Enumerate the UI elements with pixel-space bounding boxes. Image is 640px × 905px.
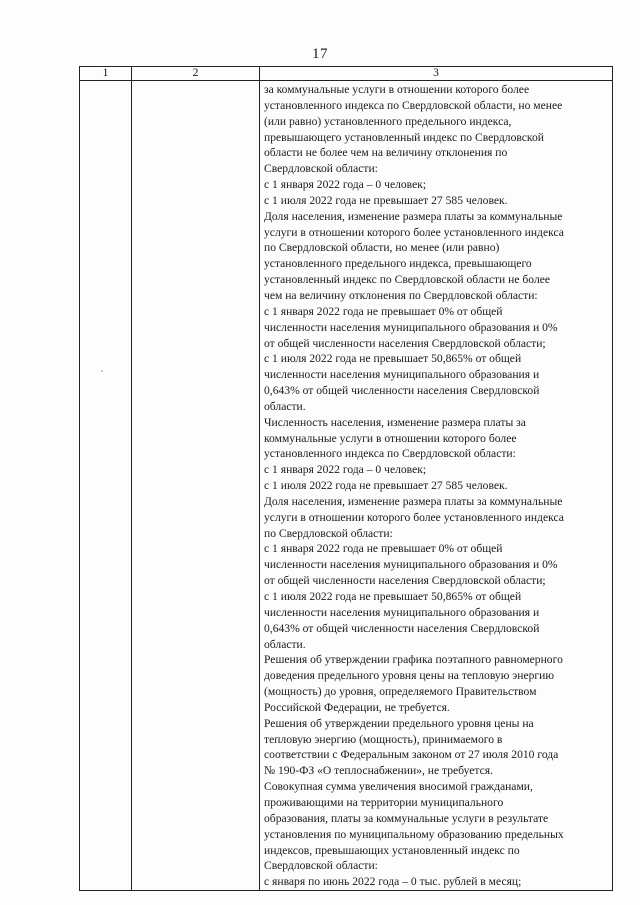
column-header-3: 3 <box>260 67 613 81</box>
column-3-cell <box>260 81 613 891</box>
text-line: 0,643% от общей численности населения Свердловской <box>264 621 540 635</box>
text-line: Свердловской области: <box>264 162 378 176</box>
text-line: с января по июнь 2022 года – 0 тыс. рублей в месяц; <box>264 875 522 889</box>
text-line: с 1 июля 2022 года не превышает 50,865% от общей <box>264 590 522 603</box>
column-2-cell <box>132 81 260 891</box>
text-line: Российской Федерации, не требуется. <box>264 700 450 714</box>
text-line: области не более чем на величину отклонения по <box>264 146 508 160</box>
text-line: с 1 января 2022 года не превышает 0% от общей <box>264 542 503 556</box>
text-line: Численность населения, изменение размера платы за <box>264 415 526 429</box>
text-line: индексов, превышающих установленный индекс по <box>264 843 520 857</box>
text-line: области. <box>264 637 306 651</box>
text-line: Решения об утверждении графика поэтапного равномерного <box>264 653 563 667</box>
text-line: от общей численности населения Свердловской области; <box>264 336 546 350</box>
column-header-1: 1 <box>80 67 132 81</box>
text-line: тепловую энергию (мощность), принимаемого в <box>264 732 503 746</box>
text-line: численности населения муниципального образования и 0% <box>264 558 558 572</box>
text-line: Свердловской области: <box>264 859 378 873</box>
text-line: Доля населения, изменение размера платы за коммунальные <box>264 209 563 223</box>
text-line: области. <box>264 399 306 413</box>
text-line: коммунальные услуги в отношении которого более <box>264 431 517 445</box>
text-line: установленного предельного индекса, превышающего <box>264 257 532 271</box>
text-line: численности населения муниципального образования и <box>264 368 540 382</box>
text-line: с 1 июля 2022 года не превышает 50,865% от общей <box>264 352 522 366</box>
text-line: услуги в отношении которого более установленного индекса <box>264 510 564 524</box>
text-line: с 1 января 2022 года – 0 человек; <box>264 178 427 192</box>
text-line: соответствии с Федеральным законом от 27 июля 2010 года <box>264 748 559 762</box>
scan-speck <box>101 370 103 372</box>
text-line: численности населения муниципального образования и 0% <box>264 320 558 334</box>
text-line: доведения предельного уровня цены на тепловую энергию <box>264 669 555 683</box>
table-row <box>80 81 613 891</box>
text-line: установленного индекса по Свердловской области, но менее <box>264 98 563 112</box>
column-header-2: 2 <box>132 67 260 81</box>
text-line: Решения об утверждении предельного уровня цены на <box>264 716 534 730</box>
text-line: с 1 июля 2022 года не превышает 27 585 человек. <box>264 479 508 493</box>
text-line: от общей численности населения Свердловской области; <box>264 574 546 588</box>
text-line: с 1 января 2022 года не превышает 0% от общей <box>264 304 503 318</box>
column-1-cell <box>80 81 132 891</box>
text-line: (мощность) до уровня, определяемого Правительством <box>264 685 537 699</box>
text-line: по Свердловской области, но менее (или равно) <box>264 241 500 255</box>
text-line: численности населения муниципального образования и <box>264 605 540 619</box>
text-line: чем на величину отклонения по Свердловской области: <box>264 288 538 302</box>
text-line: с 1 июля 2022 года не превышает 27 585 человек. <box>264 193 508 207</box>
text-line: установления по муниципальному образованию предельных <box>264 827 564 841</box>
text-line: Совокупная сумма увеличения вносимой гражданами, <box>264 780 533 794</box>
text-line: образования, платы за коммунальные услуги в результате <box>264 811 549 825</box>
text-line: (или равно) установленного предельного индекса, <box>264 114 512 128</box>
text-line: установленный индекс по Свердловской области не более <box>264 273 551 287</box>
text-line: превышающего установленный индекс по Свердловской <box>264 130 544 144</box>
text-line: с 1 января 2022 года – 0 человек; <box>264 463 427 477</box>
text-line: № 190-ФЗ «О теплоснабжении», не требуется. <box>264 764 493 778</box>
text-line: проживающими на территории муниципального <box>264 795 504 809</box>
text-line: установленного индекса по Свердловской области: <box>264 447 516 461</box>
text-line: по Свердловской области: <box>264 526 393 540</box>
text-line: 0,643% от общей численности населения Свердловской <box>264 384 540 398</box>
table-header-row <box>80 67 613 81</box>
text-line: за коммунальные услуги в отношении которого более <box>264 83 530 96</box>
page-number: 17 <box>312 46 328 62</box>
text-line: Доля населения, изменение размера платы за коммунальные <box>264 494 563 508</box>
content-table <box>79 66 613 891</box>
column-3-text <box>264 82 609 890</box>
text-line: услуги в отношении которого более установленного индекса <box>264 225 564 239</box>
